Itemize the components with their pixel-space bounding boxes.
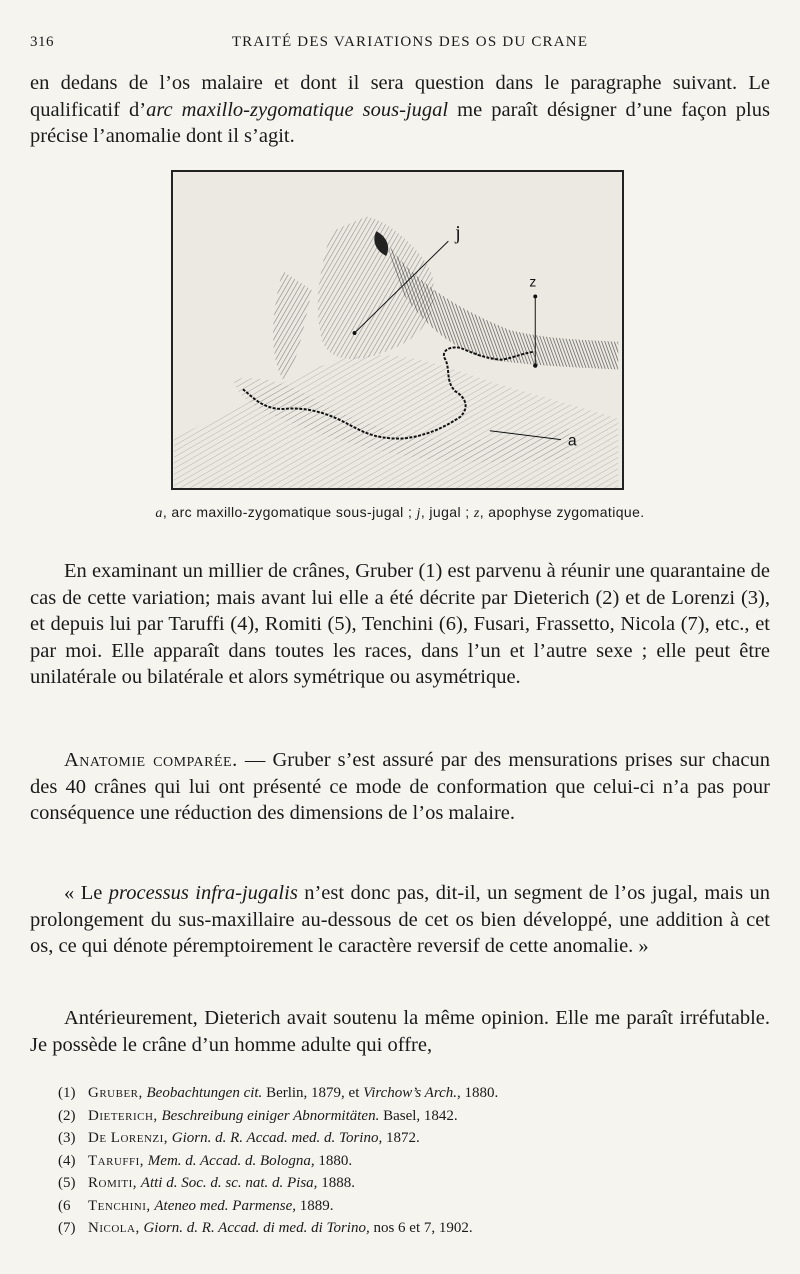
footnote-number: (5): [58, 1175, 76, 1191]
paragraph-4-italic: processus infra-jugalis: [108, 882, 298, 904]
paragraph-1-italic: arc maxillo-zygomatique sous-jugal: [146, 98, 449, 121]
footnote-2: [58, 1105, 770, 1128]
footnote-number: (4): [58, 1152, 76, 1169]
caption-j-letter: j: [416, 506, 421, 521]
paragraph-2: [30, 558, 770, 691]
footnote-italic: Giorn. d. R. Accad. di med. di Torino,: [143, 1220, 370, 1236]
footnote-text: 1888.: [317, 1175, 355, 1191]
footnote-text: 1872.: [382, 1130, 420, 1146]
figure-label-j: j: [455, 222, 461, 245]
footnote-3: [58, 1127, 770, 1150]
footnote-number: (3): [58, 1130, 76, 1146]
paragraph-3-text: — Gruber s’est assuré par des mensurations prises sur chacun des 40 crânes qui lui ont présenté ce mode de conformation que celui-ci n’a pas pour conséquence une réduction des dimensions de l’os malaire.: [30, 749, 770, 824]
footnote-italic-2: Virchow’s Arch.: [363, 1085, 458, 1101]
anatomical-figure: [171, 170, 624, 490]
footnote-author: Gruber,: [88, 1085, 143, 1101]
paragraph-5-text: Antérieurement, Dieterich avait soutenu la même opinion. Elle me paraît irréfutable. Je possède le crâne d’un homme adulte qui offre,: [30, 1007, 770, 1056]
caption-j-text: , jugal ;: [420, 504, 474, 520]
figure-label-a: a: [567, 432, 577, 450]
footnote-4: [58, 1150, 770, 1173]
caption-z-text: , apophyse zygomatique.: [479, 504, 645, 520]
footnote-author: Dieterich,: [88, 1107, 158, 1124]
figure-label-z: z: [529, 273, 537, 290]
footnote-author: Taruffi,: [88, 1152, 145, 1169]
footnote-italic: Giorn. d. R. Accad. med. d. Torino,: [171, 1130, 383, 1146]
paragraph-1-text-b: me paraît désigner d’une façon plus précise l’anomalie dont il s’agit.: [30, 98, 770, 147]
footnote-author: De Lorenzi,: [88, 1130, 169, 1146]
paragraph-1-text-a: en dedans de l’os malaire et dont il sera question dans le paragraphe suivant. Le qualificatif d’: [30, 72, 770, 121]
paragraph-2-text: En examinant un millier de crânes, Gruber (1) est parvenu à réunir une quarantaine de cas de cette variation; mais avant lui elle a été décrite par Dieterich (2) et de Lorenzi (3), et depuis lui par Taruffi (4), Romiti (5), Tenchini (6), Fusari, Frassetto, Nicola (7), etc., et par moi. Elle apparaît dans toutes les races, dans l’un et l’autre sexe ; elle peut être unilatérale ou bilatérale et alors symétrique ou asymétrique.: [30, 560, 770, 688]
footnote-author: Romiti,: [88, 1175, 138, 1191]
footnote-5: [58, 1172, 770, 1195]
paragraph-5: [30, 1005, 770, 1058]
footnote-author: Tenchini,: [88, 1197, 151, 1214]
caption-a-letter: a: [155, 506, 163, 521]
footnote-text: Basel, 1842.: [379, 1107, 458, 1124]
page-number: 316: [30, 34, 54, 50]
footnote-author: Nicola,: [88, 1220, 140, 1236]
footnote-italic: Atti d. Soc. d. sc. nat. d. Pisa,: [140, 1175, 318, 1191]
footnote-number: (7): [58, 1220, 76, 1236]
paragraph-4-text-a: « Le: [64, 882, 109, 904]
paragraph-4: [30, 880, 770, 960]
paragraph-3: [30, 747, 770, 827]
running-title: TRAITÉ DES VARIATIONS DES OS DU CRANE: [231, 34, 589, 50]
footnote-number: (2): [58, 1107, 76, 1124]
footnote-italic: Mem. d. Accad. d. Bologna,: [147, 1152, 315, 1169]
footnote-italic: Beschreibung einiger Abnormitäten.: [161, 1107, 380, 1124]
footnote-text: Berlin, 1879, et: [262, 1085, 364, 1101]
skull-engraving-illustration: [173, 172, 622, 488]
footnote-text: nos 6 et 7, 1902.: [369, 1220, 473, 1236]
running-header: [30, 34, 770, 51]
footnote-italic: Ateneo med. Parmense,: [154, 1197, 297, 1214]
footnotes: [58, 1082, 770, 1240]
footnote-number: (1): [58, 1085, 76, 1101]
caption-z-letter: z: [473, 506, 480, 521]
footnote-italic: Beobachtungen cit.: [146, 1085, 263, 1101]
footnote-text: 1889.: [296, 1197, 334, 1214]
caption-a-text: , arc maxillo-zygomatique sous-jugal ;: [162, 504, 417, 520]
figure-caption: [0, 504, 800, 522]
paragraph-1: [30, 70, 770, 150]
footnote-text-2: , 1880.: [457, 1085, 499, 1101]
footnote-text: 1880.: [314, 1152, 353, 1169]
section-heading-anatomie-comparee: Anatomie comparée.: [64, 749, 238, 771]
footnote-7: [58, 1217, 770, 1240]
footnote-1: [58, 1082, 770, 1105]
footnote-6: [58, 1195, 770, 1218]
paragraph-4-text-b: n’est donc pas, dit-il, un segment de l’os jugal, mais un prolongement du sus-maxillaire au-dessous de cet os bien développé, une addition à cet os, ce qui dénote péremptoirement le caractère reversif de cette anomalie. »: [30, 882, 770, 957]
footnote-number: (6: [58, 1197, 71, 1214]
